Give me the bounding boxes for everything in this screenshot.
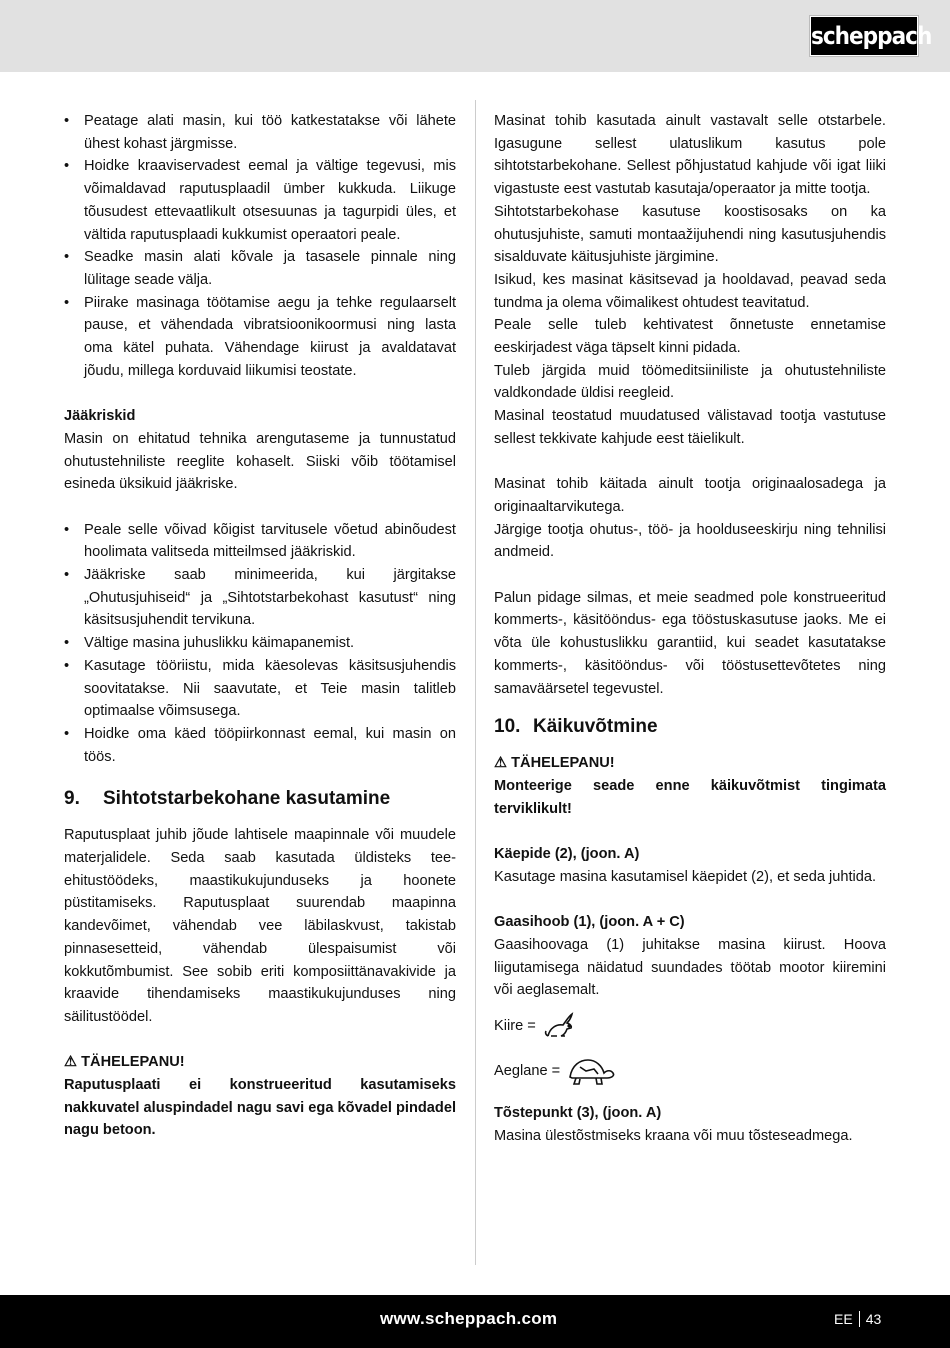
paragraph: Masinat tohib kasutada ainult vastavalt selle otstarbele. Igasugune sellest ulatuslikum kasutus pole sihtotstarbekohane. Sellest põhjustatud kahjude või igat liiki vigastuste eest vastutab kasutaja/operaator ja mitte tootja. xyxy=(494,113,886,198)
list-item: • Hoidke oma käed tööpiirkonnast eemal, kui masin on töös. xyxy=(64,723,456,768)
page-footer xyxy=(0,1295,950,1348)
website-link[interactable]: www.scheppach.com xyxy=(380,1309,558,1328)
residual-bullet-list xyxy=(64,519,456,769)
paragraph: Isikud, kes masinat käsitsevad ja hooldavad, peavad seda tundma ja olema võimalikest ohtudest teavitatud. xyxy=(494,271,886,311)
section-title: Käikuvõtmine xyxy=(533,716,658,738)
column-divider xyxy=(475,100,476,1265)
list-item: • Kasutage tööriistu, mida käesolevas käsitsusjuhendis soovitatakse. Nii saavutate, et Teie masin talitleb optimaalse võimsusega. xyxy=(64,655,456,723)
paragraph: Masinat tohib käitada ainult tootja originaalosadega ja originaaltarvikutega. xyxy=(494,476,886,515)
warning-label: ⚠ TÄHELEPANU! xyxy=(64,1054,185,1071)
paragraph: Sihtotstarbekohase kasutuse koostisosaks on ka ohutusjuhiste, samuti montaažijuhendi ning kasutusjuhendis sisalduvate käitusjuhiste järgimine. xyxy=(494,203,886,266)
list-item: • Vältige masina juhuslikku käimapanemist. xyxy=(64,632,456,655)
list-item: • Jääkriske saab minimeerida, kui järgitakse „Ohutusjuhiseid“ ja „Sihtotstarbekohast kasutust“ ning käsitsusjuhendit tervikuna. xyxy=(64,564,456,632)
page-number: 43 xyxy=(865,1311,882,1327)
intended-use-text: Raputusplaat juhib jõude lahtisele maapinnale või muudele materjalidele. Seda saab kasutada üldisteks tee-ehitustöödeks, maastikukujunduseks ja hoonete püstitamiseks. Raputusplaat suurendab maapinna kandevõimet, vähendab vee läbilaskvust, takistab pinnasesetteid, vähendab ülespaisumist või kokkutõmbumist. See sobib eriti komposiittänavakivide ja kraavide tihendamiseks maastikukujunduses ning säilitustöödel. xyxy=(64,827,456,1025)
right-column xyxy=(494,110,886,1147)
section-number: 9. xyxy=(64,788,80,810)
lift-point-text: Masina ülestõstmiseks kraana või muu tõsteseadmega. xyxy=(494,1127,853,1144)
paragraph: Tuleb järgida muid töömeditsiiniliste ja ohutustehniliste valdkondade üldisi reegleid. xyxy=(494,362,886,402)
list-item: • Seadke masin alati kõvale ja tasasele pinnale ning lülitage seade välja. xyxy=(64,246,456,291)
slow-speed-row xyxy=(494,1049,886,1094)
page-indicator xyxy=(834,1311,881,1327)
slow-label: Aeglane = xyxy=(494,1063,561,1080)
scheppach-logo: scheppach xyxy=(810,16,918,56)
fast-label: Kiire = xyxy=(494,1018,536,1035)
list-item: • Piirake masinaga töötamise aegu ja tehke regulaarselt pause, et vähendada vibratsioonikoormusi ning lasta oma kätel puhata. Vähendage kiirust ja avaldatavat jõudu, millega korduvaid liikumisi teostate. xyxy=(64,292,456,383)
rabbit-icon xyxy=(542,1008,578,1044)
section-title: Sihtotstarbekohane kasutamine xyxy=(103,788,391,810)
warning-text: Raputusplaati ei konstrueeritud kasutamiseks nakkuvatel aluspindadel nagu savi ega kõvadel pindadel nagu betoon. xyxy=(64,1077,456,1139)
section-9-heading xyxy=(64,786,456,812)
fast-speed-row xyxy=(494,1004,886,1049)
list-item: • Peatage alati masin, kui töö katkestatakse või lähete ühest kohast järgmisse. xyxy=(64,110,456,155)
paragraph: Peale selle tuleb kehtivatest õnnetuste ennetamise eeskirjadest väga täpselt kinni pidada. xyxy=(494,317,886,357)
list-item: • Hoidke kraaviservadest eemal ja vältige tegevusi, mis võimaldavad raputusplaadil ümber kukkuda. Liikuge tõusudest ettevaatlikult otsesuunas ja tagurpidi üles, et vältida raputusplaadi kukkumist operaatori peale. xyxy=(64,155,456,246)
language-code: EE xyxy=(834,1311,853,1327)
separator xyxy=(859,1311,860,1327)
paragraph: Järgige tootja ohutus-, töö- ja hoolduseeskirju ning tehnilisi andmeid. xyxy=(494,521,886,561)
section-10-heading xyxy=(494,714,886,740)
turtle-icon xyxy=(566,1055,616,1087)
page-header xyxy=(0,0,950,72)
warning-text: Monteerige seade enne käikuvõtmist tingimata terviklikult! xyxy=(494,777,886,817)
warning-label: ⚠ TÄHELEPANU! xyxy=(494,755,615,772)
residual-risks-text: Masin on ehitatud tehnika arengutaseme ja tunnustatud ohutustehniliste reeglite kohaselt. Siiski võib töötamisel esineda üksikuid jääkriske. xyxy=(64,430,456,493)
paragraph: Palun pidage silmas, et meie seadmed pole konstrueeritud kommerts-, käsitööndus- ega tööstuskasutuse jaoks. Me ei võta üle kohustuslikku garantiid, kui seadet kasutatakse kommerts-, käsitööndus- või tööstusettevõtetes ning samaväärsetel tegevustel. xyxy=(494,589,886,697)
list-item: • Peale selle võivad kõigist tarvitusele võetud abinõudest hoolimata valitseda mitteilmsed jääkriskid. xyxy=(64,519,456,564)
section-number: 10. xyxy=(494,716,521,738)
handles-heading: Käepide (2), (joon. A) xyxy=(494,846,640,863)
throttle-text: Gaasihoovaga (1) juhitakse masina kiirust. Hoova liigutamisega näidatud suundades töötab mootor kiiremini või aeglasemalt. xyxy=(494,936,886,999)
safety-bullet-list xyxy=(64,110,456,382)
throttle-heading: Gaasihoob (1), (joon. A + C) xyxy=(494,914,685,931)
handles-text: Kasutage masina kasutamisel käepidet (2), et seda juhtida. xyxy=(494,868,877,885)
left-column xyxy=(64,110,456,1142)
lift-point-heading: Tõstepunkt (3), (joon. A) xyxy=(494,1104,662,1121)
residual-risks-heading: Jääkriskid xyxy=(64,408,136,425)
paragraph: Masinal teostatud muudatused välistavad tootja vastutuse sellest tekkivate kahjude eest täielikult. xyxy=(494,408,886,447)
